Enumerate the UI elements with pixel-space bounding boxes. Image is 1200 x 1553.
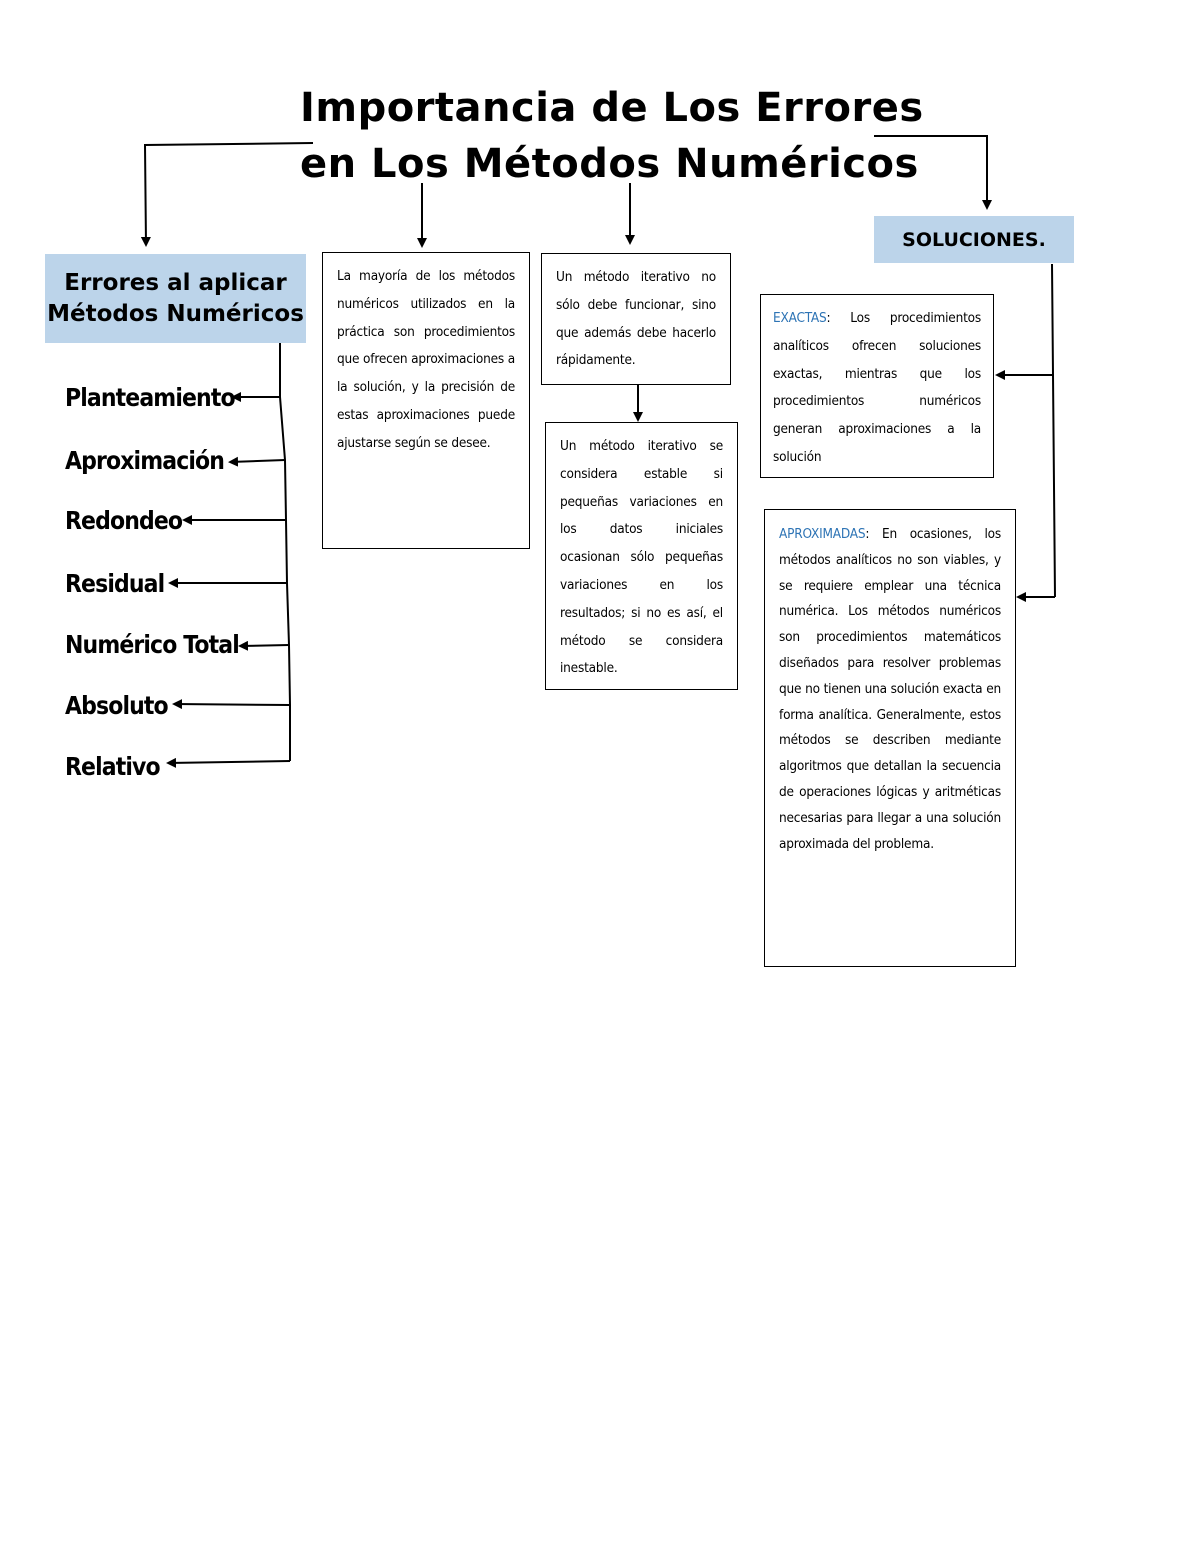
error-item-planteamiento: Planteamiento: [65, 383, 235, 412]
error-item-aproximacion: Aproximación: [65, 446, 225, 475]
text-box-exactas: [760, 294, 994, 478]
error-item-numerico-total: Numérico Total: [65, 630, 239, 659]
error-item-redondeo: Redondeo: [65, 506, 183, 535]
error-item-relativo: Relativo: [65, 752, 160, 781]
title-line-1: Importancia de Los Errores: [300, 85, 924, 131]
connector-errores-spine: [280, 343, 290, 761]
text-box-aproximadas-content: [779, 522, 1001, 857]
title-line-2: en Los Métodos Numéricos: [300, 141, 919, 187]
aproximadas-label: APROXIMADAS: [779, 526, 866, 542]
connector-item-aproximacion: [230, 460, 285, 462]
text-box-exactas-content: [773, 305, 981, 472]
aproximadas-text: : En ocasiones, los métodos analíticos no son viables, y se requiere emplear una técnica numérica. Los métodos numéricos son procedimientos matemáticos diseñados para resolver problemas que no tienen una solución exacta en forma analítica. Generalmente, estos métodos se describen mediante algoritmos que detallan la secuencia de operaciones lógicas y aritméticas necesarias para llegar a una solución aproximada del problema.: [779, 526, 1001, 852]
text-box-estable-text: Un método iterativo se considera estable si pequeñas variaciones en los datos iniciales ocasionan sólo pequeñas variaciones en los resultados; si no es así, el método se considera inestable.: [560, 438, 723, 677]
text-box-iterativo-text: Un método iterativo no sólo debe funcionar, sino que además debe hacerlo rápidamente.: [556, 269, 716, 369]
errores-header: [45, 254, 306, 343]
error-item-absoluto: Absoluto: [65, 691, 168, 720]
error-item-residual: Residual: [65, 569, 165, 598]
soluciones-header: SOLUCIONES.: [874, 216, 1074, 263]
page-title: [300, 80, 924, 192]
text-box-iterativo: [541, 253, 731, 385]
errores-header-line-1: Errores al aplicar: [64, 269, 287, 296]
connector-item-absoluto: [174, 704, 290, 705]
exactas-label: EXACTAS: [773, 310, 827, 326]
text-box-precision: [322, 252, 530, 549]
text-box-precision-text: La mayoría de los métodos numéricos utilizados en la práctica son procedimientos que ofrecen aproximaciones a la solución, y la precisión de estas aproximaciones puede ajustarse según se desee.: [337, 268, 515, 451]
connector-title-errores: [145, 143, 313, 245]
connector-item-numerico-total: [240, 645, 289, 646]
connector-soluciones-spine: [1052, 264, 1055, 597]
text-box-estable: [545, 422, 738, 690]
exactas-text: : Los procedimientos analíticos ofrecen soluciones exactas, mientras que los procedimientos numéricos generan aproximaciones a la solución: [773, 310, 981, 465]
text-box-aproximadas: [764, 509, 1016, 967]
connector-item-relativo: [168, 761, 290, 763]
errores-header-line-2: Métodos Numéricos: [47, 300, 304, 327]
